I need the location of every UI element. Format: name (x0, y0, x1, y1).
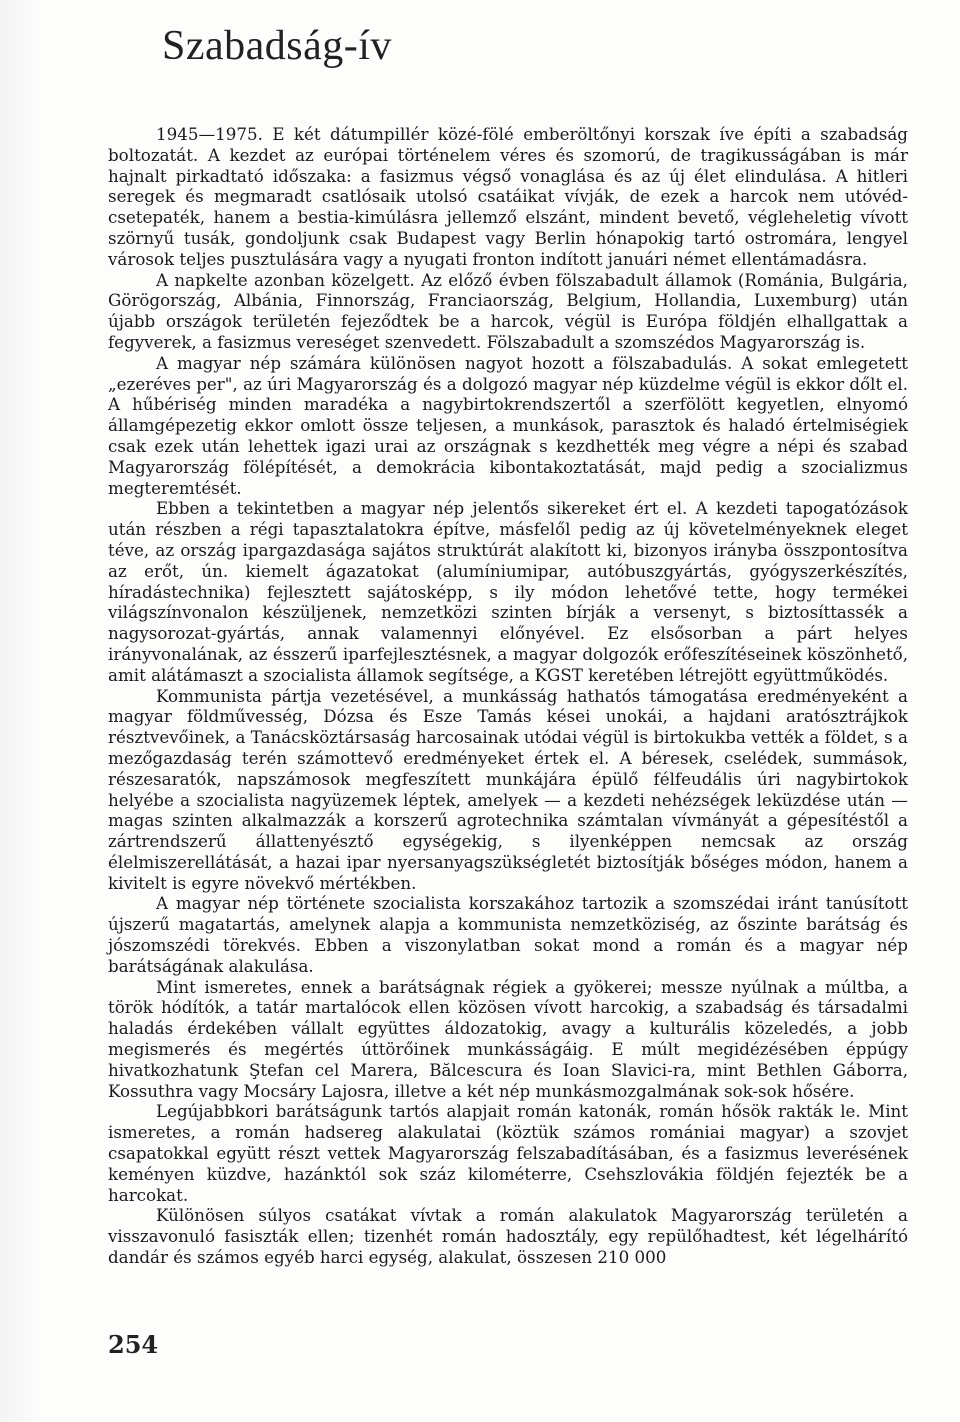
paragraph: Különösen súlyos csatákat vívtak a román alakulatok Magyarország területén a visszavonuló fasiszták ellen; tizenhét román hadosztály, egy repülőhadtest, két légelhárító dandár és számos egyéb harci egység, alakulat, összesen 210 000 (108, 1205, 908, 1268)
page-number: 254 (108, 1330, 159, 1359)
body-text (108, 124, 908, 1268)
paragraph: Ebben a tekintetben a magyar nép jelentős sikereket ért el. A kezdeti tapogatózások után részben a régi tapasztalatokra építve, másfelől pedig az új követelményeknek eleget téve, az ország ipargazdasága sajátos struktúrát alakított ki, bizonyos irányba összpontosítva az erőt, ún. kiemelt ágazatokat (alumíniumipar, autóbuszgyártás, gyógyszerkészítés, híradástechnika) fejlesztett sajátosképp, s ily módon lehetővé tette, hogy termékei világszínvonalon készüljenek, nemzetközi szinten bírják a versenyt, s biztosíttassék a nagysorozat-gyártás, annak valamennyi előnyével. Ez elsősorban a párt helyes irányvonalának, az ésszerű iparfejlesztésnek, a magyar dolgozók erőfeszítéseinek köszönhető, amit alátámaszt a szocialista államok segítsége, a KGST keretében létrejött együttműködés. (108, 498, 908, 685)
paragraph: Kommunista pártja vezetésével, a munkásság hathatós támogatása eredményeként a magyar földművesség, Dózsa és Esze Tamás kései unokái, a hajdani aratósztrájkok résztvevőinek, a Tanácsköztársaság harcosainak utódai végül is birtokukba vették a földet, s a mezőgazdaság terén számottevő eredményeket értek el. A béresek, cselédek, summások, részesaratók, napszámosok megfeszített munkájára épülő félfeudális úri nagybirtokok helyébe a szocialista nagyüzemek léptek, amelyek — a kezdeti nehézségek leküzdése után — magas szinten alkalmazzák a korszerű agrotechnika számtalan vívmányát a gépesítéstől a zártrendszerű állattenyésztő egységekig, s ilyenképpen nemcsak az ország élelmiszerellátását, a hazai ipar nyersanyagszükségletét biztosítják bőséges módon, hanem a kivitelt is egyre növekvő mértékben. (108, 685, 908, 893)
paragraph: 1945—1975. E két dátumpillér közé-fölé emberöltőnyi korszak íve építi a szabadság boltozatát. A kezdet az európai történelem véres és szomorú, de tragikusságában is már hajnalt pirkadtató időszaka: a fasizmus végső vonaglása és az új élet elindulása. A hitleri seregek és megmaradt csatlósaik utolsó csatáikat vívják, de ezek a harcok nem utóvéd-csetepaték, hanem a bestia-kimúlásra jellemző elszánt, mindent bevető, végleheletig vívott szörnyű tusák, gondoljunk csak Budapest vagy Berlin hónapokig tartó ostromára, lengyel városok teljes pusztulására vagy a nyugati fronton indított januári német ellentámadásra. (108, 124, 908, 269)
scan-edge-shadow (0, 0, 40, 1422)
paragraph: A magyar nép története szocialista korszakához tartozik a szomszédai iránt tanúsított újszerű magatartás, amelynek alapja a kommunista nemzetköziség, az őszinte barátság és jószomszédi törekvés. Ebben a viszonylatban sokat mond a román és a magyar nép barátságának alakulása. (108, 893, 908, 976)
paragraph: A napkelte azonban közelgett. Az előző évben fölszabadult államok (Románia, Bulgária, Görögország, Albánia, Finnország, Franciaország, Belgium, Hollandia, Luxemburg) után újabb országok területén fejeződtek be a harcok, végül is Európa földjén elhallgattak a fegyverek, a fasizmus vereséget szenvedett. Fölszabadult a szomszédos Magyarország is. (108, 269, 908, 352)
paragraph: Mint ismeretes, ennek a barátságnak régiek a gyökerei; messze nyúlnak a múltba, a török hódítók, a tatár martalócok ellen közösen vívott harcokig, a szabadság és társadalmi haladás érdekében vállalt együttes áldozatokig, avagy a kulturális közeledés, a jobb megismerés és megértés úttörőinek munkásságáig. E múlt megidézésében éppúgy hivatkozhatunk Ştefan cel Marera, Bălcescura és Ioan Slavici-ra, mint Bethlen Gáborra, Kossuthra vagy Mocsáry Lajosra, illetve a két nép munkásmozgalmának sok-sok hősére. (108, 976, 908, 1101)
paragraph: Legújabbkori barátságunk tartós alapjait román katonák, román hősök rakták le. Mint ismeretes, a román hadsereg alakulatai (köztük számos romániai magyar) a szovjet csapatokkal együtt részt vettek Magyarország felszabadításában, és a fasizmus leverésének keményen küzdve, hazánktól sok száz kilométerre, Csehszlovákia földjén fejezték be a harcokat. (108, 1101, 908, 1205)
paragraph: A magyar nép számára különösen nagyot hozott a fölszabadulás. A sokat emlegetett „ezeréves per", az úri Magyarország és a dolgozó magyar nép küzdelme végül is ekkor dőlt el. A hűbériség minden maradéka a nagybirtokrendszertől a szerfölött kegyetlen, elnyomó államgépezetig ekkor omlott össze teljesen, a munkások, parasztok és haladó értelmiségiek csak ezek után lehettek igazi urai az országnak s kezdhették meg végre a népi és szabad Magyarország fölépítését, a demokrácia kibontakoztatását, majd pedig a szocializmus megteremtését. (108, 352, 908, 498)
page-title: Szabadság-ív (162, 23, 392, 69)
